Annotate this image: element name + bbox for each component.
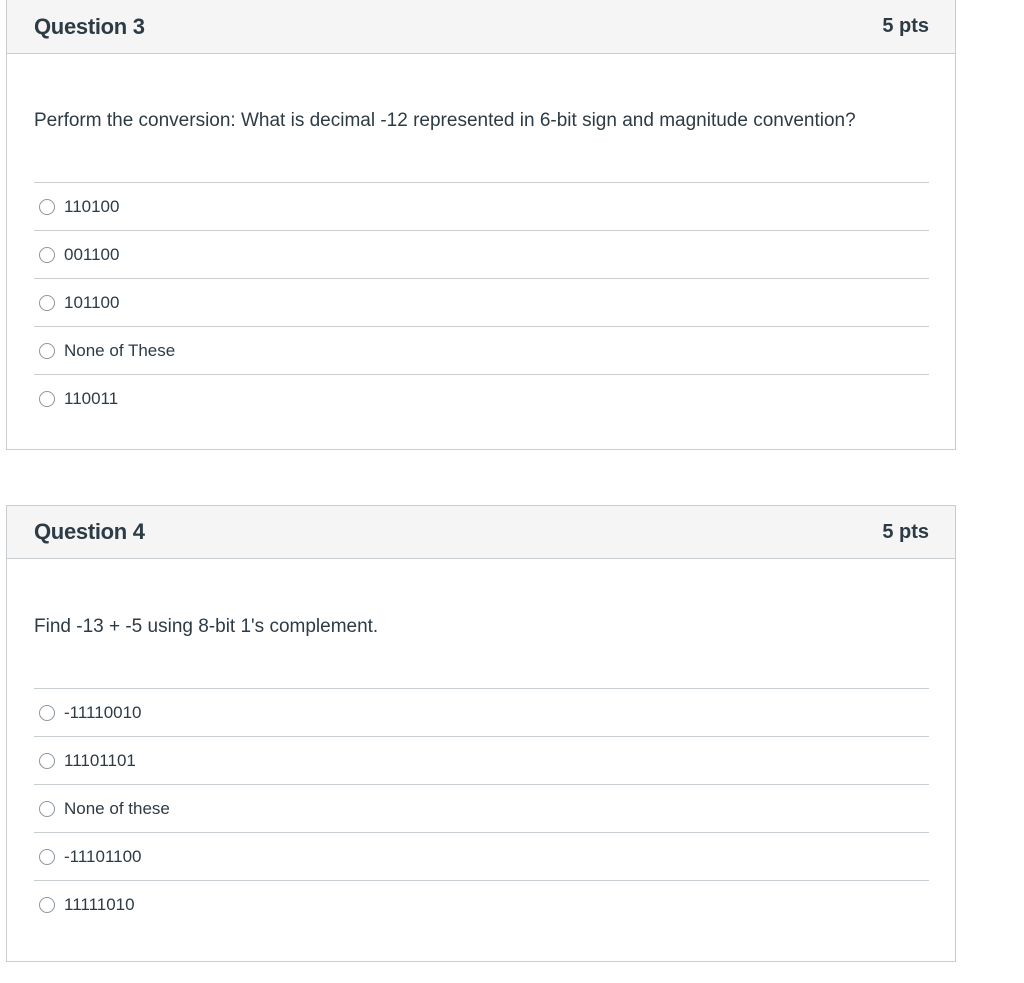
radio-button[interactable] (39, 849, 55, 865)
radio-button[interactable] (39, 391, 55, 407)
answer-option[interactable] (34, 278, 929, 326)
answer-option[interactable] (34, 182, 929, 230)
question-header (7, 506, 955, 559)
question-title: Question 3 (34, 13, 145, 39)
answer-option[interactable] (34, 374, 929, 422)
answer-label[interactable]: 11101101 (64, 750, 136, 770)
answer-label[interactable]: None of These (64, 340, 176, 360)
radio-button[interactable] (39, 343, 55, 359)
answer-label[interactable]: 101100 (64, 292, 120, 312)
radio-button[interactable] (39, 801, 55, 817)
question-text: Find -13 + -5 using 8-bit 1's complement. (34, 616, 379, 637)
answer-option[interactable] (34, 736, 929, 784)
answer-label[interactable]: 110100 (64, 196, 120, 216)
answer-option[interactable] (34, 230, 929, 278)
answer-label[interactable]: -11110010 (64, 702, 142, 722)
answer-option[interactable] (34, 326, 929, 374)
answer-list (34, 182, 929, 422)
answer-option[interactable] (34, 688, 929, 736)
answer-label[interactable]: 001100 (64, 244, 120, 264)
answer-label[interactable]: 11111010 (64, 894, 135, 914)
answer-option[interactable] (34, 880, 929, 928)
radio-button[interactable] (39, 295, 55, 311)
question-4-card (6, 505, 956, 962)
question-points: 5 pts (882, 520, 929, 543)
question-title: Question 4 (34, 519, 145, 544)
question-body (7, 54, 955, 422)
question-3-card (6, 0, 956, 450)
answer-option[interactable] (34, 784, 929, 832)
answer-option[interactable] (34, 832, 929, 880)
radio-button[interactable] (39, 199, 55, 215)
question-body (7, 559, 955, 928)
answer-label[interactable]: None of these (64, 798, 170, 818)
answer-list (34, 688, 929, 928)
question-header (7, 0, 955, 54)
radio-button[interactable] (39, 897, 55, 913)
radio-button[interactable] (39, 247, 55, 263)
radio-button[interactable] (39, 705, 55, 721)
radio-button[interactable] (39, 753, 55, 769)
answer-label[interactable]: 110011 (64, 388, 119, 408)
question-points: 5 pts (882, 15, 929, 37)
answer-label[interactable]: -11101100 (64, 846, 142, 866)
question-text: Perform the conversion: What is decimal -12 represented in 6-bit sign and magnitude convention? (34, 110, 856, 131)
